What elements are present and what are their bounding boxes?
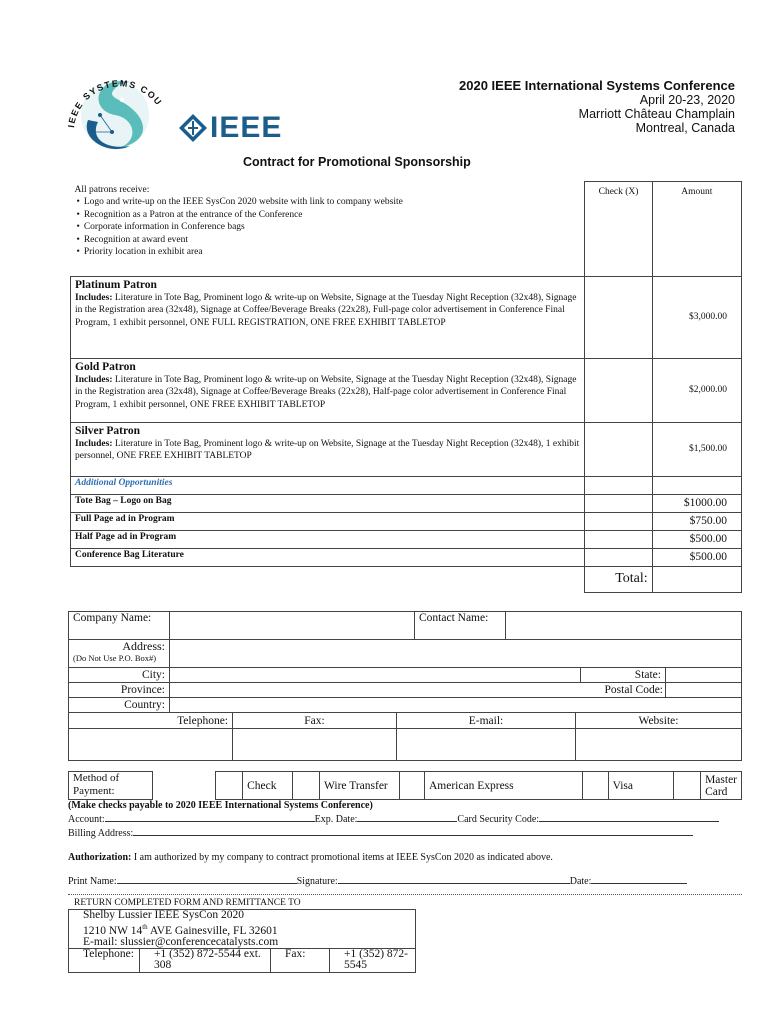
dotted-divider [68,894,742,895]
authorization-line [68,852,553,863]
date-label: Date: [569,876,592,887]
addl-item-name: Tote Bag – Logo on Bag [71,495,585,513]
addl-item-name: Full Page ad in Program [71,513,585,531]
fax-input[interactable] [233,729,397,761]
exp-field[interactable] [357,821,457,822]
amex-option: American Express [425,772,583,800]
wire-checkbox[interactable] [292,772,319,800]
amount-header: Amount [652,182,741,277]
print-name-label: Print Name: [68,876,117,887]
wire-option: Wire Transfer [320,772,400,800]
province-label: Province: [69,683,170,698]
contact-label: Contact Name: [415,612,506,640]
contact-form [68,611,742,640]
includes-label: Includes [75,438,110,449]
addl-row [71,549,742,567]
level-name: Platinum Patron [75,279,157,291]
return-title: RETURN COMPLETED FORM AND REMITTANCE TO [74,898,301,908]
address-form [68,639,742,668]
city-input[interactable] [170,668,581,683]
addl-check-box[interactable] [585,549,652,567]
ieee-diamond-icon [178,113,208,143]
amount-gold: $2,000.00 [652,359,741,423]
mastercard-option: Master Card [701,772,742,800]
website-input[interactable] [576,729,742,761]
payment-method-row [68,771,742,800]
addl-row [71,531,742,549]
amount-platinum: $3,000.00 [652,277,741,359]
company-input[interactable] [170,612,415,640]
level-row-gold: Gold Patron Includes: Literature in Tote Bag, Prominent logo & write-up on Website, Signage at the Tuesday Night Reception (32x48), Signage in the Registration area (32x48), Signage at Coffee/Beverage Breaks (22x28), Half-page color advertisement in Conference Final Program, 1 exhibit personnel, ONE FREE EXHIBIT TABLETOP $2,000.00 [71,359,742,423]
total-row [71,567,742,593]
account-field[interactable] [105,821,315,822]
additional-header-row [71,477,742,495]
addl-row [71,495,742,513]
return-fax: +1 (352) 872-5545 [330,948,416,972]
state-label: State: [581,668,666,683]
payable-note: (Make checks payable to 2020 IEEE International Systems Conference) [68,800,373,811]
benefit-item: • Corporate information in Conference bags [85,221,581,234]
total-amount-field[interactable] [652,567,741,593]
contact-input[interactable] [506,612,742,640]
city-form [68,667,742,713]
date-field[interactable] [591,883,687,884]
signature-label: Signature: [296,876,338,887]
includes-label: Includes [75,374,110,385]
benefits-cell [71,182,585,277]
addl-item-amount: $1000.00 [652,495,741,513]
council-logo-text: IEEE SYSTEMS COU [66,78,165,129]
country-input[interactable] [170,698,742,713]
addl-item-name: Conference Bag Literature [71,549,585,567]
conference-header [459,78,735,135]
city-label: City: [69,668,170,683]
check-box-silver[interactable] [585,423,652,477]
check-checkbox[interactable] [215,772,242,800]
conference-title: 2020 IEEE International Systems Conference [459,78,735,93]
address-label: Address: [122,639,165,653]
benefits-intro: All patrons receive: [74,184,150,195]
addl-check-box[interactable] [585,495,652,513]
telephone-input[interactable] [69,729,233,761]
billing-field[interactable] [133,835,693,836]
account-label: Account: [68,814,105,825]
mastercard-checkbox[interactable] [673,772,700,800]
signature-line [68,876,687,887]
addl-item-amount: $750.00 [652,513,741,531]
level-name: Silver Patron [75,425,141,437]
return-name: Shelby Lussier IEEE SysCon 2020 [69,910,416,922]
addl-row [71,513,742,531]
exp-label: Exp. Date: [314,814,358,825]
includes-label: Includes [75,292,110,303]
check-box-platinum[interactable] [585,277,652,359]
return-box [68,909,416,973]
check-header: Check (X) [585,182,652,277]
return-address: 1210 NW 14th AVE Gainesville, FL 32601 [69,922,416,937]
country-label: Country: [69,698,170,713]
total-label: Total: [585,567,652,593]
benefits-row [71,182,742,277]
return-email: E-mail: slussier@conferencecatalysts.com [69,936,416,948]
print-name-field[interactable] [117,883,297,884]
state-input[interactable] [666,668,742,683]
level-row-silver: Silver Patron Includes: Literature in Tote Bag, Prominent logo & write-up on Website, Signage at the Tuesday Night Reception (32x48), 1 exhibit personnel, ONE FREE EXHIBIT TABLETOP $1,500.00 [71,423,742,477]
addl-item-amount: $500.00 [652,531,741,549]
return-telephone: +1 (352) 872-5544 ext. 308 [140,948,271,972]
email-input[interactable] [397,729,576,761]
fax-label: Fax: [233,713,397,729]
amex-checkbox[interactable] [399,772,424,800]
company-label: Company Name: [69,612,170,640]
check-box-gold[interactable] [585,359,652,423]
level-name: Gold Patron [75,361,136,373]
email-label: E-mail: [397,713,576,729]
province-input[interactable] [170,683,581,698]
contract-title: Contract for Promotional Sponsorship [243,155,471,169]
level-description: Literature in Tote Bag, Prominent logo & write-up on Website, Signage at the Tuesday Night Reception (32x48), Signage in the Registration area (32x48), Signage at Coffee/Beverage Breaks (22x28), Half-page color advertisement in Conference Final Program, 1 exhibit personnel, ONE FREE EXHIBIT TABLETOP [75,374,577,410]
postal-label: Postal Code: [581,683,666,698]
conference-dates: April 20-23, 2020 [639,93,735,107]
authorization-label: Authorization: [68,852,132,863]
address-note: (Do Not Use P.O. Box#) [73,653,157,663]
benefit-item: • Logo and write-up on the IEEE SysCon 2020 website with link to company website [85,196,581,209]
check-option: Check [243,772,293,800]
security-label: Card Security Code: [457,814,540,825]
authorization-text: I am authorized by my company to contract promotional items at IEEE SysCon 2020 as indicated above. [133,852,553,863]
addl-check-box[interactable] [585,531,652,549]
addl-item-name: Half Page ad in Program [71,531,585,549]
address-input[interactable] [170,640,742,668]
signature-field[interactable] [338,883,570,884]
level-description: Literature in Tote Bag, Prominent logo & write-up on Website, Signage at the Tuesday Night Reception (32x48), Signage in the Registration area (32x48), Signage at Coffee/Beverage Breaks (22x28), Full-page color advertisement in Conference Final Program, 1 exhibit personnel, ONE FULL REGISTRATION, ONE FREE EXHIBIT TABLETOP [75,292,577,328]
return-fax-label: Fax: [271,948,330,972]
telephone-label: Telephone: [69,713,233,729]
security-field[interactable] [539,821,719,822]
visa-checkbox[interactable] [583,772,608,800]
card-line [68,814,742,825]
level-description: Literature in Tote Bag, Prominent logo & write-up on Website, Signage at the Tuesday Night Reception (32x48), 1 exhibit personnel, ONE FREE EXHIBIT TABLETOP [75,438,580,461]
addl-item-amount: $500.00 [652,549,741,567]
level-row-platinum: Platinum Patron Includes: Literature in Tote Bag, Prominent logo & write-up on Website, Signage at the Tuesday Night Reception (32x48), Signage in the Registration area (32x48), Signage at Coffee/Beverage Breaks (22x28), Full-page color advertisement in Conference Final Program, 1 exhibit personnel, ONE FULL REGISTRATION, ONE FREE EXHIBIT TABLETOP $3,000.00 [71,277,742,359]
additional-title: Additional Opportunities [71,477,585,495]
website-label: Website: [576,713,742,729]
amount-silver: $1,500.00 [652,423,741,477]
benefit-item: • Priority location in exhibit area [85,246,581,259]
conference-venue: Marriott Château Champlain [578,107,735,121]
sponsorship-table [70,181,742,593]
phone-form [68,712,742,761]
benefits-list [75,196,581,259]
benefit-item: • Recognition at award event [85,234,581,247]
visa-option: Visa [608,772,673,800]
postal-input[interactable] [666,683,742,698]
billing-line [68,828,693,839]
systems-council-logo [60,60,172,160]
ieee-logo [178,113,288,143]
benefit-item: • Recognition as a Patron at the entrance of the Conference [85,209,581,222]
return-telephone-label: Telephone: [69,948,140,972]
billing-label: Billing Address: [68,828,134,839]
addl-check-box[interactable] [585,513,652,531]
method-label: Method of Payment: [69,772,153,800]
conference-city: Montreal, Canada [635,121,735,135]
ieee-wordmark: IEEE [210,111,283,144]
